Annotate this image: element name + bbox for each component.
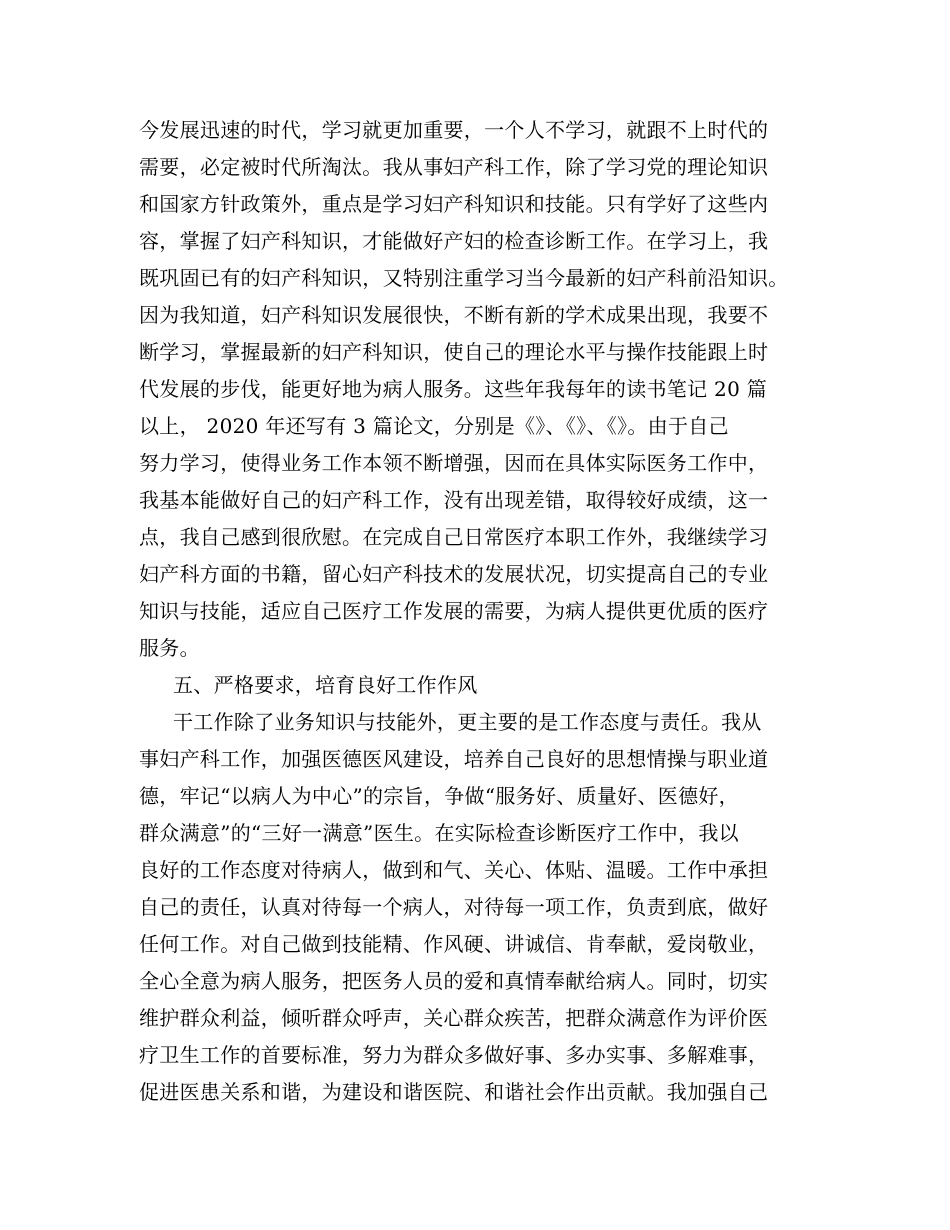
- body-text: [139, 112, 829, 1111]
- text-line: 维护群众利益，倾听群众呼声，关心群众疾苦，把群众满意作为评价医: [139, 1006, 769, 1030]
- text-line: 今发展迅速的时代，学习就更加重要，一个人不学习，就跟不上时代的: [139, 118, 769, 142]
- text-line: 既巩固已有的妇产科知识，又特别注重学习当今最新的妇产科前沿知识。: [139, 266, 789, 290]
- text-line: 代发展的步伐，能更好地为病人服务。这些年我每年的读书笔记 20 篇: [139, 377, 768, 401]
- text-line: 需要，必定被时代所淘汰。我从事妇产科工作，除了学习党的理论知识: [139, 155, 769, 179]
- text-line: 点，我自己感到很欣慰。在完成自己日常医疗本职工作外，我继续学习: [139, 525, 769, 549]
- text-line: 容，掌握了妇产科知识，才能做好产妇的检查诊断工作。在学习上，我: [139, 229, 769, 253]
- text-line: 因为我知道，妇产科知识发展很快，不断有新的学术成果出现，我要不: [139, 303, 769, 327]
- text-line: 德，牢记“以病人为中心”的宗旨，争做“服务好、质量好、医德好，: [139, 784, 739, 808]
- text-line: 全心全意为病人服务，把医务人员的爱和真情奉献给病人。同时，切实: [139, 969, 769, 993]
- text-line: 我基本能做好自己的妇产科工作，没有出现差错，取得较好成绩，这一: [139, 488, 769, 512]
- text-line: 服务。: [139, 636, 200, 660]
- text-line: 断学习，掌握最新的妇产科知识，使自己的理论水平与操作技能跟上时: [139, 340, 769, 364]
- text-line: 疗卫生工作的首要标准，努力为群众多做好事、多办实事、多解难事，: [139, 1043, 769, 1067]
- text-line: 自己的责任，认真对待每一个病人，对待每一项工作，负责到底，做好: [139, 895, 769, 919]
- text-line: 良好的工作态度对待病人，做到和气、关心、体贴、温暖。工作中承担: [139, 858, 769, 882]
- text-line: 促进医患关系和谐，为建设和谐医院、和谐社会作出贡献。我加强自己: [139, 1080, 769, 1104]
- text-line: 和国家方针政策外，重点是学习妇产科知识和技能。只有学好了这些内: [139, 192, 769, 216]
- text-line: 努力学习，使得业务工作本领不断增强，因而在具体实际医务工作中，: [139, 451, 769, 475]
- text-line: 群众满意”的“三好一满意”医生。在实际检查诊断医疗工作中，我以: [139, 821, 739, 845]
- text-line: 妇产科方面的书籍，留心妇产科技术的发展状况，切实提高自己的专业: [139, 562, 769, 586]
- text-line: 知识与技能，适应自己医疗工作发展的需要，为病人提供更优质的医疗: [139, 599, 769, 623]
- text-line: 以上， 2020 年还写有 3 篇论文，分别是《》、《》、《》。由于自己: [139, 414, 729, 438]
- text-line: 任何工作。对自己做到技能精、作风硬、讲诚信、肯奉献，爱岗敬业，: [139, 932, 769, 956]
- text-line: 干工作除了业务知识与技能外，更主要的是工作态度与责任。我从: [173, 710, 762, 734]
- section-heading: 五、严格要求，培育良好工作作风: [173, 673, 478, 697]
- text-line: 事妇产科工作，加强医德医风建设，培养自己良好的思想情操与职业道: [139, 747, 769, 771]
